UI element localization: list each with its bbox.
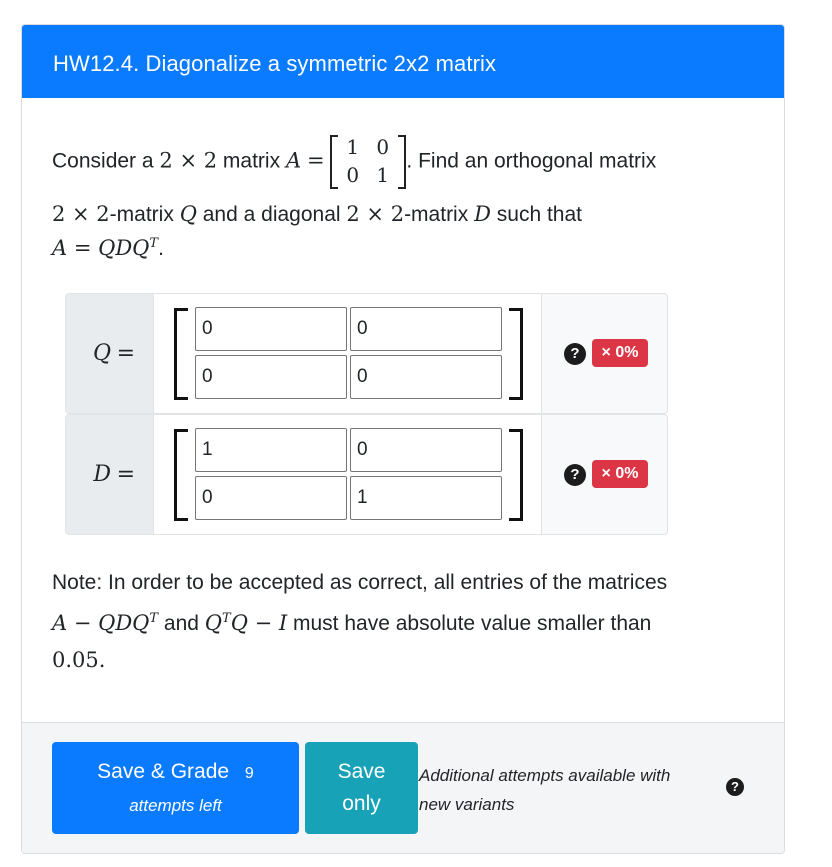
question-line-2: 2 × 2-matrix Q and a diagonal 2 × 2-matrix D such that xyxy=(52,202,582,226)
help-icon[interactable]: ? xyxy=(564,464,586,486)
answer-row-q xyxy=(65,293,668,414)
matrix-input-q xyxy=(154,294,542,413)
matrix-a: 1 0 0 1 xyxy=(330,133,406,191)
question-body xyxy=(22,98,784,723)
input-q-22[interactable]: 0 xyxy=(350,355,502,399)
matrix-input-d xyxy=(154,415,542,534)
cross-icon: × xyxy=(601,344,611,361)
answer-label-d: D = xyxy=(66,415,154,534)
cross-icon: × xyxy=(601,465,611,482)
input-d-12[interactable]: 0 xyxy=(350,428,502,472)
score-badge-d: × 0% xyxy=(592,460,648,488)
input-d-22[interactable]: 1 xyxy=(350,476,502,520)
help-icon[interactable]: ? xyxy=(564,343,586,365)
answer-label-q: Q = xyxy=(66,294,154,413)
question-equation: $A = QDQ^T$. xyxy=(52,236,164,260)
input-q-12[interactable]: 0 xyxy=(350,307,502,351)
question-title: HW12.4. Diagonalize a symmetric 2x2 matrix xyxy=(22,25,784,98)
input-d-21[interactable]: 0 xyxy=(195,476,347,520)
tolerance-note: Note: In order to be accepted as correct, all entries of the matrices $A - QDQ^T$ and $Q^TQ - I$ must have absolute value smaller than 0.05. xyxy=(52,571,668,672)
answer-row-d xyxy=(65,414,668,535)
additional-attempts-note: Additional attempts available with new variants xyxy=(419,766,671,814)
input-q-11[interactable]: 0 xyxy=(195,307,347,351)
input-d-11[interactable]: 1 xyxy=(195,428,347,472)
help-icon[interactable]: ? xyxy=(726,778,744,796)
save-only-button[interactable]: Save only xyxy=(305,742,418,834)
score-badge-q: × 0% xyxy=(592,339,648,367)
question-line-1: Consider a 2 × 2 matrix A = 1 0 0 1 . Find an orthogonal matrix xyxy=(52,133,656,191)
save-and-grade-button[interactable]: Save & Grade 9 attempts left xyxy=(52,742,299,834)
question-card xyxy=(21,24,785,854)
input-q-21[interactable]: 0 xyxy=(195,355,347,399)
question-footer xyxy=(22,722,785,854)
